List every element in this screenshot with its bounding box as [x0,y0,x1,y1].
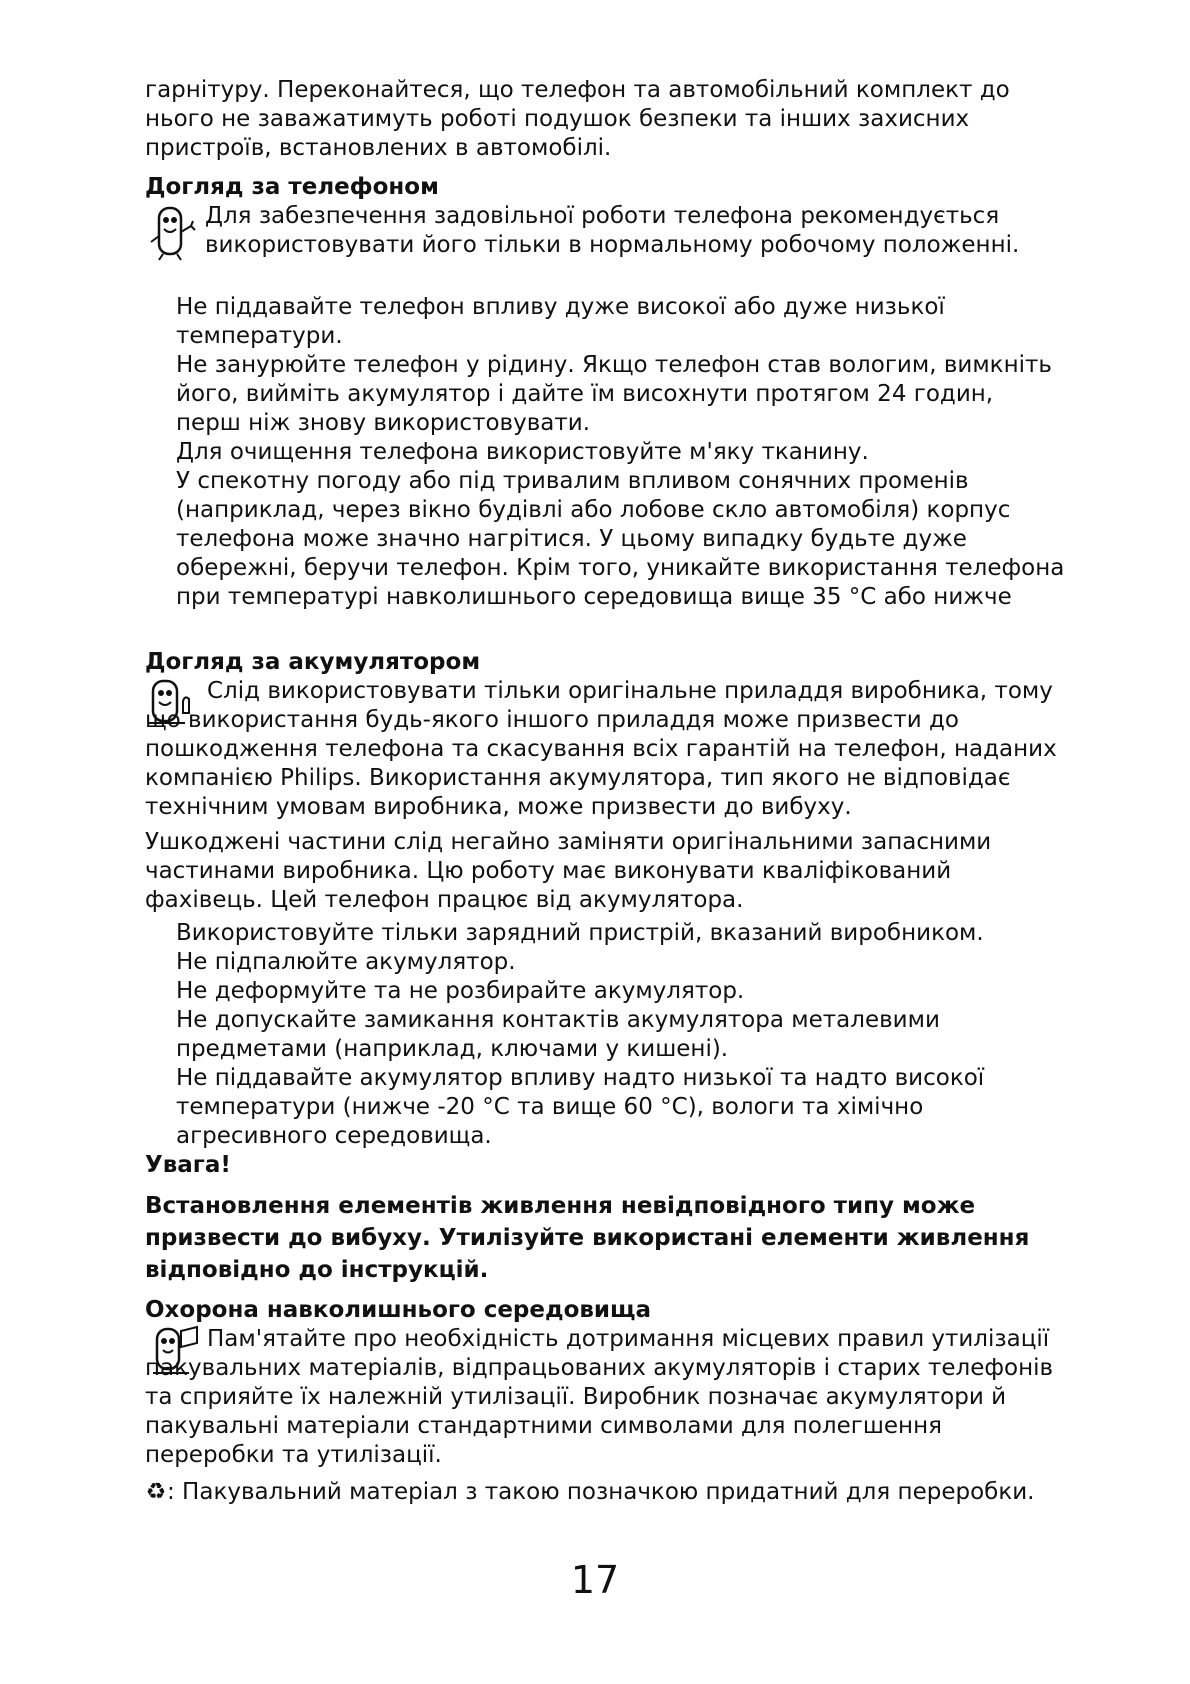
list-item: Для очищення телефона використовуйте м'яку тканину. [176,439,869,465]
page-content [145,76,1065,1507]
battery-care-paragraph: Ушкоджені частини слід негайно заміняти оригінальними запасними частинами виробника. Цю роботу має виконувати кваліфікований фахівець. Цей телефон працює від акумулятора. [145,829,992,913]
list-item: Не занурюйте телефон у рідину. Якщо телефон став вологим, вимкніть його, вийміть акумулятор і дайте їм висохнути протягом 24 годин, перш ніж знову використовувати. [176,352,1052,436]
recycle-icon: ♻ [145,1479,167,1505]
recycle-line-text: : Пакувальний матеріал з такою позначкою придатний для переробки. [167,1479,1035,1505]
intro-paragraph: гарнітуру. Переконайтеся, що телефон та автомобільний комплект до нього не заважатимуть роботі подушок безпеки та інших захисних пристроїв, встановлених в автомобілі. [145,77,1010,161]
page-number: 17 [570,1558,620,1602]
list-item: Не піддавайте телефон впливу дуже високої або дуже низької температури. [176,294,945,349]
battery-care-list [145,919,1065,1151]
list-item: Не деформуйте та не розбирайте акумулятор. [176,978,745,1004]
battery-care-note [145,677,1065,822]
environment-note-text: Пам'ятайте про необхідність дотримання місцевих правил утилізації пакувальних матеріалів, відпрацьованих акумуляторів і старих телефонів та сприяйте їх належній утилізації. Виробник позначає акумулятори й пакувальні матеріали стандартними символами для полегшення переробки та утилізації. [145,1326,1054,1468]
list-item: Використовуйте тільки зарядний пристрій, вказаний виробником. [176,920,984,946]
environment-note [145,1325,1065,1470]
recycle-line [145,1478,1065,1507]
phone-mascot-icon [145,202,201,262]
list-item: У спекотну погоду або під тривалим впливом сонячних променів (наприклад, через вікно будівлі або лобове скло автомобіля) корпус телефона може значно нагрітися. У цьому випадку будьте дуже обережні, беручи телефон. Крім того, уникайте використання телефона при температурі навколишнього середовища вище 35 °C або нижче [176,468,1065,610]
phone-care-heading: Догляд за телефоном [145,174,439,200]
phone-care-note-text: Для забезпечення задовільної роботи телефона рекомендується використовувати його тільки в нормальному робочому положенні. [205,203,1020,258]
environment-heading: Охорона навколишнього середовища [145,1297,651,1323]
battery-care-heading: Догляд за акумулятором [145,649,481,675]
battery-care-note-text: Слід використовувати тільки оригінальне приладдя виробника, тому що використання будь-якого іншого приладдя може призвести до пошкодження телефона та скасування всіх гарантій на телефон, наданих компанією Philips. Використання акумулятора, тип якого не відповідає технічним умовам виробника, може призвести до вибуху. [145,678,1057,820]
phone-care-note [145,202,1065,260]
mascot-thumbs-up-icon [145,677,197,729]
mascot-reading-icon [145,1325,201,1381]
list-item: Не піддавайте акумулятор впливу надто низької та надто високої температури (нижче -20 °C та вище 60 °C), вологи та хімічно агресивного середовища. [176,1065,985,1149]
phone-care-list [145,293,1065,612]
warning-text: Встановлення елементів живлення невідповідного типу може призвести до вибуху. Утилізуйте використані елементи живлення відповідно до інструкцій. [145,1193,1030,1283]
list-item: Не підпалюйте акумулятор. [176,949,516,975]
warning-title: Увага! [145,1152,231,1178]
list-item: Не допускайте замикання контактів акумулятора металевими предметами (наприклад, ключами у кишені). [176,1007,940,1062]
